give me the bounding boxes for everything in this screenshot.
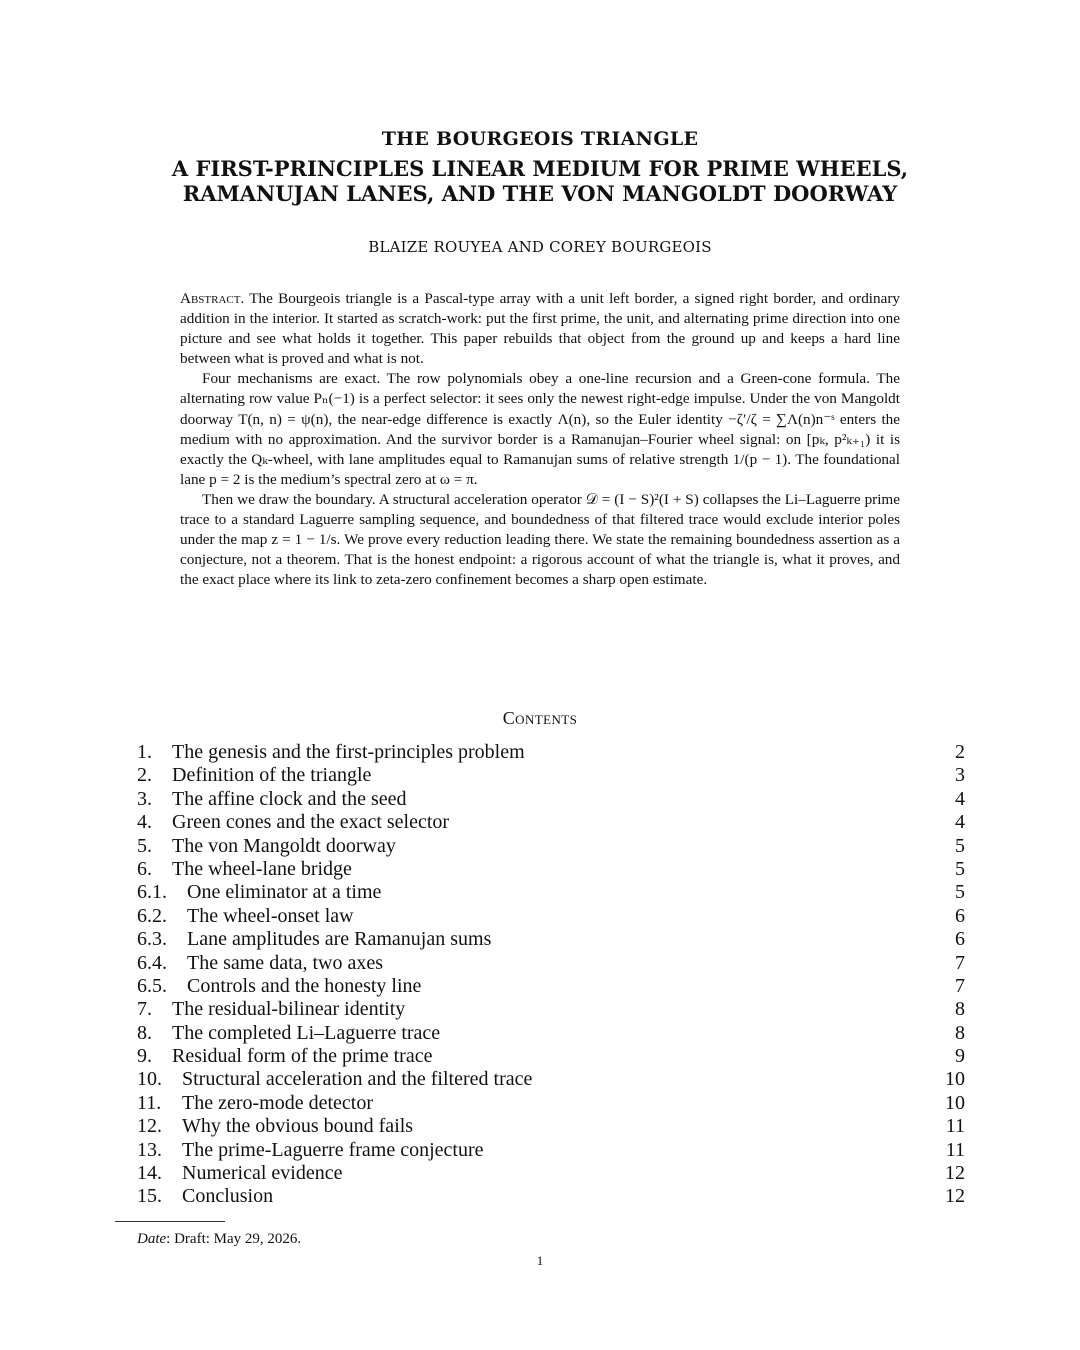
toc-entry-number: 14.	[137, 1162, 162, 1185]
paper-title-subtitle	[0, 156, 1080, 206]
toc-entry[interactable]	[137, 881, 967, 904]
toc-entry-title[interactable]: Conclusion	[182, 1185, 274, 1208]
toc-entry[interactable]	[137, 835, 967, 858]
toc-entry[interactable]	[137, 952, 967, 975]
toc-entry-number: 3.	[137, 787, 152, 810]
toc-entry-number: 12.	[137, 1115, 162, 1138]
toc-entry-number: 4.	[137, 811, 152, 834]
abstract-p1-text: The Bourgeois triangle is a Pascal-type array with a unit left border, a signed right border, and ordinary addition in the interior. It started as scratch-work: put the first prime, the unit, and alternating prime direction into one picture and see what holds it together. This paper rebuilds that object from the ground up and keeps a hard line between what is proved and what is not.	[180, 290, 900, 368]
toc-entry[interactable]	[137, 811, 967, 834]
toc-entry-number: 11.	[137, 1091, 162, 1114]
paper-title-line3: RAMANUJAN LANES, AND THE VON MANGOLDT DOORWAY	[182, 181, 898, 206]
toc-entry[interactable]	[137, 1162, 967, 1185]
toc-entry-page[interactable]: 11	[945, 1138, 965, 1161]
toc-entry[interactable]	[137, 1185, 967, 1208]
toc-entry-title[interactable]: The wheel-lane bridge	[172, 857, 352, 880]
toc-entry-title[interactable]: The same data, two axes	[187, 951, 384, 974]
toc-entry-title[interactable]: Structural acceleration and the filtered trace	[182, 1068, 533, 1091]
toc-entry[interactable]	[137, 1139, 967, 1162]
toc-entry[interactable]	[137, 905, 967, 928]
toc-entry-number: 1.	[137, 741, 152, 763]
toc-entry-title[interactable]: The zero-mode detector	[182, 1091, 374, 1114]
footnote-rule	[115, 1221, 225, 1222]
toc-entry-title[interactable]: Green cones and the exact selector	[172, 811, 450, 834]
abstract-paragraph-1	[180, 289, 900, 369]
toc-entry-page[interactable]: 2	[955, 741, 965, 763]
toc-entry[interactable]	[137, 1092, 967, 1115]
toc-entry[interactable]	[137, 1022, 967, 1045]
toc-entry-number: 15.	[137, 1185, 162, 1208]
abstract	[180, 289, 900, 590]
toc-entry-number: 6.2.	[137, 904, 167, 927]
toc-entry-page[interactable]: 10	[945, 1091, 965, 1114]
toc-entry-title[interactable]: One eliminator at a time	[187, 881, 382, 904]
toc-entry-page[interactable]: 12	[945, 1185, 965, 1208]
toc-entry-page[interactable]: 5	[955, 857, 965, 880]
toc-entry[interactable]	[137, 998, 967, 1021]
toc-entry-page[interactable]: 5	[955, 881, 965, 904]
abstract-paragraph-2: Four mechanisms are exact. The row polynomials obey a one-line recursion and a Green-cone formula. The alternating row value Pₙ(−1) is a perfect selector: it sees only the newest right-edge impulse. Under the von Mangoldt doorway T(n, n) = ψ(n), the near-edge difference is exactly Λ(n), so the Euler identity −ζ′/ζ = ∑Λ(n)n⁻ˢ enters the medium with no approximation. And the survivor border is a Ramanujan–Fourier wheel signal: on [pₖ, p²ₖ₊₁) it is exactly the Qₖ-wheel, with lane amplitudes equal to Ramanujan sums of relative strength 1/(p − 1). The foundational lane p = 2 is the medium’s spectral zero at ω = π.	[180, 370, 900, 488]
toc-entry-page[interactable]: 7	[955, 974, 965, 997]
toc-entry-title[interactable]: Lane amplitudes are Ramanujan sums	[187, 928, 492, 951]
toc-entry-page[interactable]: 11	[945, 1115, 965, 1138]
toc-entry[interactable]	[137, 1068, 967, 1091]
toc-entry-page[interactable]: 10	[945, 1068, 965, 1091]
paper-title-line2: A FIRST-PRINCIPLES LINEAR MEDIUM FOR PRIME WHEELS,	[171, 156, 909, 181]
toc-entry-number: 8.	[137, 1021, 152, 1044]
toc-entry-number: 6.1.	[137, 881, 167, 904]
toc-entry-number: 10.	[137, 1068, 162, 1091]
date-footnote	[137, 1231, 301, 1248]
toc-entry-page[interactable]: 4	[955, 811, 965, 834]
toc-entry-page[interactable]: 12	[945, 1162, 965, 1185]
toc-entry[interactable]	[137, 1045, 967, 1068]
toc-entry-title[interactable]: Numerical evidence	[182, 1162, 343, 1185]
toc-entry-number: 6.4.	[137, 951, 167, 974]
toc-entry[interactable]	[137, 1115, 967, 1138]
toc-entry-page[interactable]: 6	[955, 928, 965, 951]
toc-entry-page[interactable]: 4	[955, 787, 965, 810]
table-of-contents	[137, 741, 967, 1209]
toc-entry-number: 6.	[137, 857, 152, 880]
toc-entry-title[interactable]: The prime-Laguerre frame conjecture	[182, 1138, 484, 1161]
toc-entry-title[interactable]: The completed Li–Laguerre trace	[172, 1021, 441, 1044]
authors: BLAIZE ROUYEA AND COREY BOURGEOIS	[368, 238, 712, 256]
toc-entry-page[interactable]: 9	[955, 1045, 965, 1068]
page-number: 1	[536, 1253, 544, 1268]
abstract-paragraph-3: Then we draw the boundary. A structural acceleration operator 𝒟 = (I − S)²(I + S) collapses the Li–Laguerre prime trace to a standard Laguerre sampling sequence, and boundedness of that filtered trace would exclude interior poles under the map z = 1 − 1/s. We prove every reduction leading there. We state the remaining boundedness assertion as a conjecture, not a theorem. That is the honest endpoint: a rigorous account of what the triangle is, what it proves, and the exact place where its link to zeta-zero confinement becomes a sharp open estimate.	[180, 490, 900, 589]
toc-entry-title[interactable]: The affine clock and the seed	[172, 787, 407, 810]
toc-entry-title[interactable]: The wheel-onset law	[187, 904, 354, 927]
toc-entry-title[interactable]: Residual form of the prime trace	[172, 1045, 433, 1068]
toc-entry[interactable]	[137, 741, 967, 764]
toc-entry-number: 9.	[137, 1045, 152, 1068]
date-label: Date	[137, 1231, 167, 1247]
toc-entry-page[interactable]: 7	[955, 951, 965, 974]
toc-entry-title[interactable]: Controls and the honesty line	[187, 974, 422, 997]
toc-entry-title[interactable]: Why the obvious bound fails	[182, 1115, 414, 1138]
toc-entry-title[interactable]: The von Mangoldt doorway	[172, 834, 396, 857]
toc-entry-title[interactable]: Definition of the triangle	[172, 764, 372, 787]
contents-heading: Contents	[502, 708, 578, 728]
date-value: : Draft: May 29, 2026.	[166, 1231, 302, 1247]
toc-entry-number: 6.5.	[137, 974, 167, 997]
toc-entry-number: 13.	[137, 1138, 162, 1161]
toc-entry[interactable]	[137, 858, 967, 881]
toc-entry[interactable]	[137, 788, 967, 811]
toc-entry[interactable]	[137, 764, 967, 787]
toc-entry-title[interactable]: The residual-bilinear identity	[172, 998, 406, 1021]
toc-entry-page[interactable]: 3	[955, 764, 965, 787]
toc-entry-page[interactable]: 8	[955, 1021, 965, 1044]
toc-entry-number: 6.3.	[137, 928, 167, 951]
toc-entry-page[interactable]: 8	[955, 998, 965, 1021]
toc-entry-number: 2.	[137, 764, 152, 787]
toc-entry-title[interactable]: The genesis and the first-principles problem	[172, 741, 525, 763]
toc-entry[interactable]	[137, 975, 967, 998]
toc-entry-number: 7.	[137, 998, 152, 1021]
toc-entry[interactable]	[137, 928, 967, 951]
toc-entry-page[interactable]: 6	[955, 904, 965, 927]
paper-title-line1: THE BOURGEOIS TRIANGLE	[381, 128, 699, 150]
abstract-label: Abstract.	[180, 290, 245, 307]
toc-entry-number: 5.	[137, 834, 152, 857]
toc-entry-page[interactable]: 5	[955, 834, 965, 857]
